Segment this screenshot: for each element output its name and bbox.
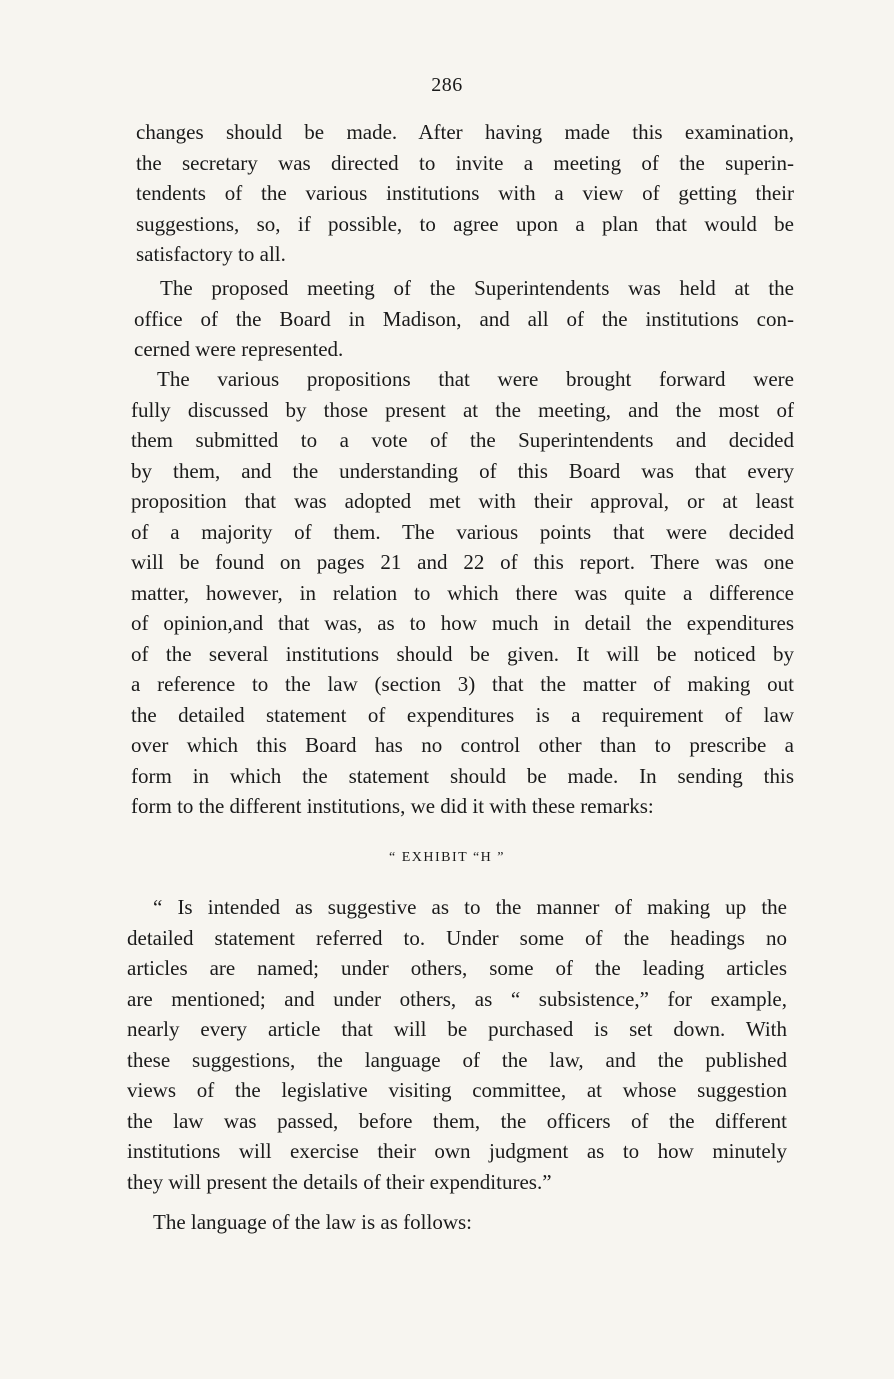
text-line: them submitted to a vote of the Superintendents and decided (131, 428, 794, 452)
text-line: by them, and the understanding of this Board was that every (131, 458, 794, 483)
paragraph-continuation (136, 117, 794, 270)
text-line: The various propositions that were brought forward were (157, 367, 794, 391)
text-line: of the several institutions should be given. It will be noticed by (131, 641, 794, 666)
text-line: changes should be made. After having made this examination, (136, 120, 794, 144)
text-line: they will present the details of their expenditures.” (127, 1169, 552, 1194)
closing-paragraph (127, 1207, 787, 1238)
text-line: form in which the statement should be made. In sending this (131, 763, 794, 788)
text-line: proposition that was adopted met with their approval, or at least (131, 489, 794, 513)
paragraph-meeting (134, 273, 794, 365)
text-line: tendents of the various institutions with a view of getting their (136, 181, 794, 205)
text-line: form to the different institutions, we did it with these remarks: (131, 794, 654, 818)
text-line: “ Is intended as suggestive as to the manner of making up the (153, 895, 787, 919)
text-line: these suggestions, the language of the law, and the published (127, 1047, 787, 1072)
text-line: matter, however, in relation to which there was quite a difference (131, 580, 794, 605)
text-line: satisfactory to all. (136, 242, 286, 266)
text-line: nearly every article that will be purchased is set down. With (127, 1017, 787, 1041)
paragraph-propositions (131, 364, 794, 822)
quotation-block (127, 892, 787, 1197)
text-line: The language of the law is as follows: (153, 1210, 472, 1234)
text-line: the law was passed, before them, the officers of the different (127, 1108, 787, 1133)
text-line: detailed statement referred to. Under some of the headings no (127, 925, 787, 950)
text-line: over which this Board has no control other than to prescribe a (131, 733, 794, 757)
text-line: the detailed statement of expenditures is a requirement of law (131, 702, 794, 727)
text-line: a reference to the law (section 3) that the matter of making out (131, 672, 794, 696)
text-line: of opinion,and that was, as to how much in detail the expenditures (131, 611, 794, 635)
text-line: are mentioned; and under others, as “ subsistence,” for example, (127, 986, 787, 1011)
text-line: will be found on pages 21 and 22 of this report. There was one (131, 550, 794, 574)
text-line: institutions will exercise their own judgment as to how minutely (127, 1139, 787, 1163)
text-line: views of the legislative visiting committee, at whose suggestion (127, 1078, 787, 1102)
text-line: fully discussed by those present at the meeting, and the most of (131, 397, 794, 422)
text-line: of a majority of them. The various points that were decided (131, 519, 794, 544)
text-line: suggestions, so, if possible, to agree upon a plan that would be (136, 211, 794, 236)
text-line: the secretary was directed to invite a meeting of the superin- (136, 150, 794, 175)
text-line: articles are named; under others, some of the leading articles (127, 956, 787, 980)
text-line: cerned were represented. (134, 337, 344, 361)
exhibit-heading: “ EXHIBIT “H ” (389, 850, 505, 865)
text-line: office of the Board in Madison, and all of the institutions con- (134, 306, 794, 331)
text-line: The proposed meeting of the Superintendents was held at the (160, 276, 794, 300)
page-number: 286 (431, 74, 463, 96)
